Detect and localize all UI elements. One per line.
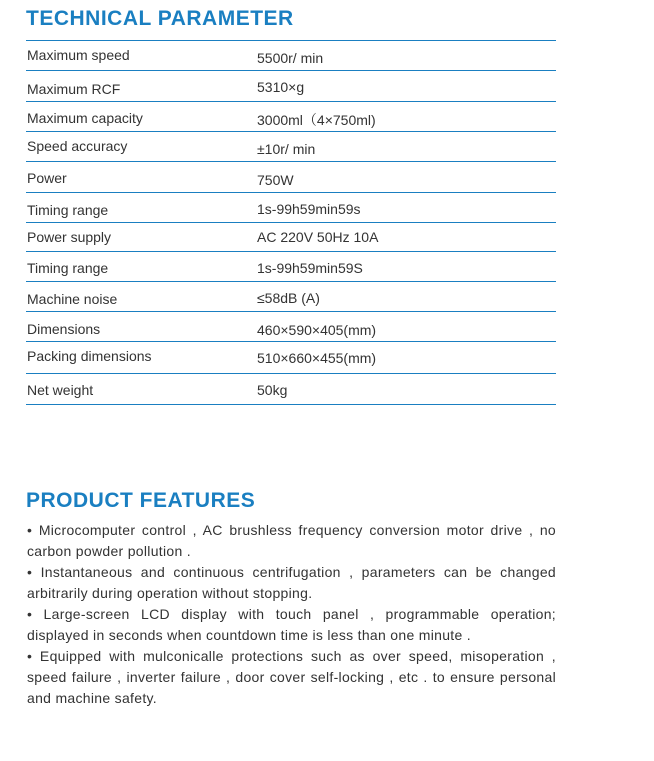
table-row: [26, 223, 556, 252]
param-value: AC 220V 50Hz 10A: [257, 229, 379, 245]
param-label: Timing range: [27, 202, 109, 218]
param-value: ≤58dB (A): [257, 290, 320, 306]
table-row: [26, 374, 556, 405]
table-row: [26, 193, 556, 223]
param-label: Speed accuracy: [27, 138, 128, 154]
feature-list: [27, 520, 556, 709]
feature-item: • Large-screen LCD display with touch panel , programmable operation; displayed in seconds when countdown time is less than one minute .: [27, 606, 556, 643]
param-label: Machine noise: [27, 291, 118, 307]
table-row: [26, 312, 556, 342]
param-label: Power: [27, 170, 67, 186]
table-row: [26, 102, 556, 132]
table-row: [26, 342, 556, 374]
param-label: Power supply: [27, 229, 112, 245]
param-value: 1s-99h59min59S: [257, 260, 363, 276]
feature-item: • Microcomputer control , AC brushless frequency conversion motor drive , no carbon powder pollution .: [27, 522, 556, 559]
param-value: ±10r/ min: [257, 141, 316, 157]
param-label: Maximum capacity: [27, 110, 143, 126]
param-label: Timing range: [27, 260, 109, 276]
table-row: [26, 162, 556, 193]
param-label: Maximum speed: [27, 47, 130, 63]
table-row: [26, 41, 556, 71]
table-row: [26, 282, 556, 312]
product-features-heading: PRODUCT FEATURES: [26, 489, 256, 512]
table-row: [26, 252, 556, 282]
param-value: 3000ml（4×750ml): [257, 112, 376, 128]
param-value: 750W: [257, 172, 294, 188]
param-value: 1s-99h59min59s: [257, 201, 361, 217]
technical-parameter-heading: TECHNICAL PARAMETER: [26, 7, 294, 30]
param-value: 510×660×455(mm): [257, 350, 377, 366]
param-value: 460×590×405(mm): [257, 322, 377, 338]
parameter-table: [26, 40, 556, 405]
param-label: Maximum RCF: [27, 81, 121, 97]
table-row: [26, 71, 556, 102]
feature-item: • Instantaneous and continuous centrifugation , parameters can be changed arbitrarily during operation without stopping.: [27, 564, 556, 601]
table-row: [26, 132, 556, 162]
param-value: 5310×g: [257, 79, 305, 95]
param-label: Net weight: [27, 382, 94, 398]
param-value: 50kg: [257, 382, 288, 398]
feature-item: • Equipped with mulconicalle protections such as over speed, misoperation , speed failure , inverter failure , door cover self-locking , etc . to ensure personal and machine safety.: [27, 648, 556, 706]
param-label: Packing dimensions: [27, 348, 152, 364]
param-value: 5500r/ min: [257, 50, 324, 66]
param-label: Dimensions: [27, 321, 101, 337]
